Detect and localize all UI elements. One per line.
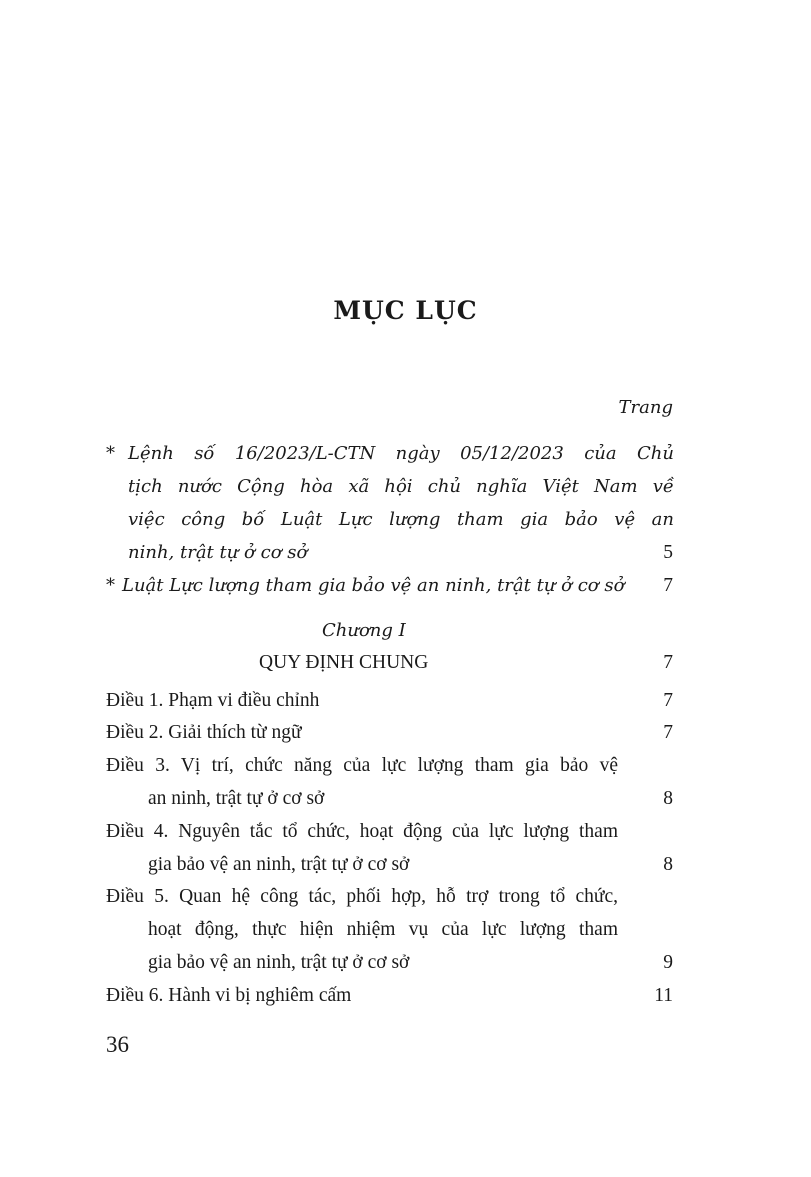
toc-line: ninh, trật tự ở cơ sở [128,542,308,563]
toc-line: Điều 2. Giải thích từ ngữ [106,722,302,743]
page-title: MỤC LỤC [333,296,478,325]
toc-line: Điều 6. Hành vi bị nghiêm cấm [106,985,352,1006]
toc-line: Lệnh số 16/2023/L-CTN ngày 05/12/2023 của Chủ [128,443,674,464]
toc-page-number: 8 [663,788,673,809]
toc-line: Điều 5. Quan hệ công tác, phối hợp, hỗ trợ trong tổ chức, [106,886,618,907]
toc-line: Điều 3. Vị trí, chức năng của lực lượng tham gia bảo vệ [106,755,618,776]
toc-page-number: 9 [663,952,673,973]
chapter-label: Chương I [322,620,406,641]
toc-line: gia bảo vệ an ninh, trật tự ở cơ sở [148,854,410,875]
toc-page-number: 7 [663,690,673,711]
toc-line: Điều 4. Nguyên tắc tổ chức, hoạt động của lực lượng tham [106,821,618,842]
toc-line: gia bảo vệ an ninh, trật tự ở cơ sở [148,952,410,973]
toc-page-number: 7 [663,722,673,743]
toc-line: việc công bố Luật Lực lượng tham gia bảo vệ an [128,509,674,530]
toc-line: an ninh, trật tự ở cơ sở [148,788,325,809]
toc-page-number: 11 [654,985,673,1006]
toc-line: Luật Lực lượng tham gia bảo vệ an ninh, trật tự ở cơ sở [122,575,625,596]
toc-page-number: 8 [663,854,673,875]
toc-page-number: 7 [663,652,673,673]
page-column-label: Trang [618,397,673,418]
toc-page-number: 5 [663,542,673,563]
toc-line: Điều 1. Phạm vi điều chỉnh [106,690,320,711]
bullet: * [106,443,115,464]
toc-line: hoạt động, thực hiện nhiệm vụ của lực lượng tham [148,919,618,940]
chapter-name: QUY ĐỊNH CHUNG [259,652,429,673]
bullet: * [106,575,115,596]
toc-page-number: 7 [663,575,673,596]
page-number: 36 [106,1032,129,1057]
toc-line: tịch nước Cộng hòa xã hội chủ nghĩa Việt Nam về [128,476,674,497]
